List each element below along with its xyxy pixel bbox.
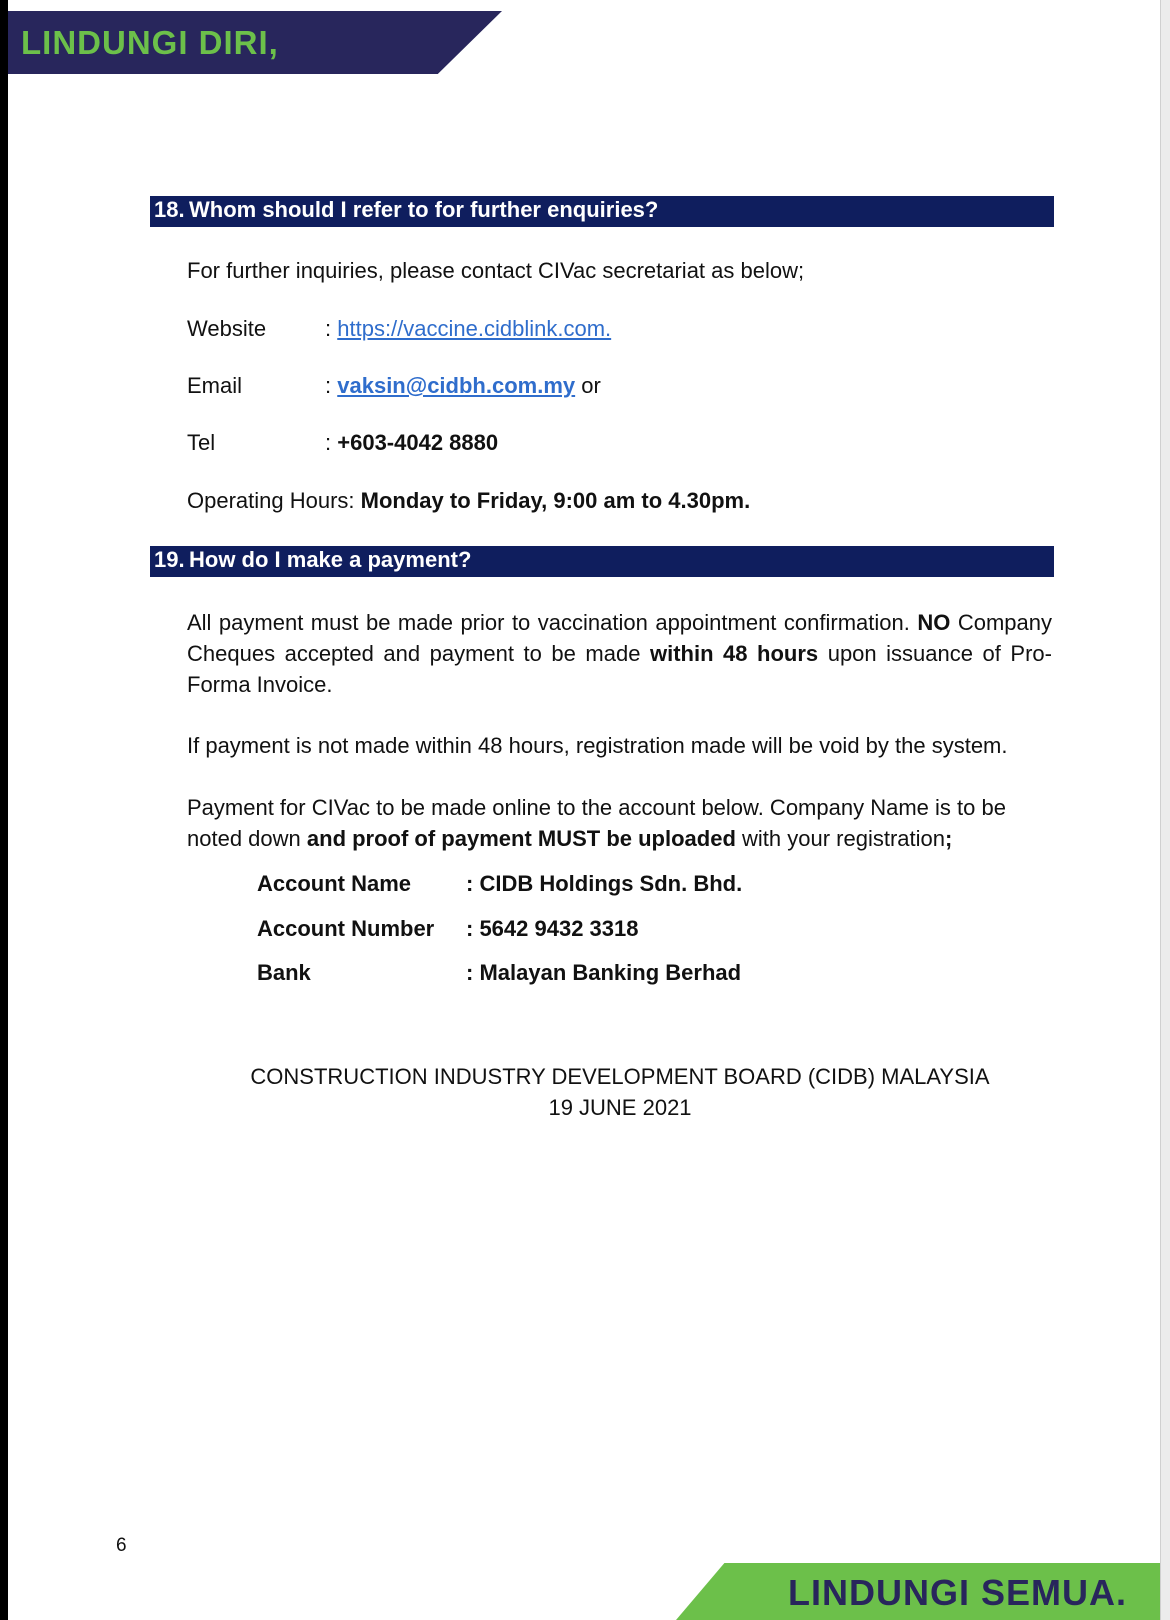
website-colon: : — [325, 316, 332, 341]
bank-value: : Malayan Banking Berhad — [466, 960, 742, 985]
operating-hours — [187, 485, 1052, 516]
email-link[interactable]: vaksin@cidbh.com.my — [337, 373, 576, 398]
right-edge — [1160, 0, 1170, 1620]
email-suffix: or — [581, 373, 601, 398]
tel-colon: : — [325, 430, 332, 455]
email-label: Email — [187, 373, 243, 398]
left-edge — [0, 0, 8, 1620]
footer-date: 19 JUNE 2021 — [548, 1095, 692, 1120]
section-18-header — [150, 196, 1054, 227]
hours-value: Monday to Friday, 9:00 am to 4.30pm. — [360, 488, 751, 513]
footer-organization: CONSTRUCTION INDUSTRY DEVELOPMENT BOARD (CIDB) MALAYSIA — [250, 1064, 990, 1089]
p1-text-a: All payment must be made prior to vaccination appointment confirmation. — [187, 610, 910, 635]
email-row — [325, 370, 601, 401]
section-18-title: Whom should I refer to for further enquiries? — [189, 197, 659, 222]
section-19-header — [150, 546, 1054, 577]
p1-text-e: upon issuance of Pro-Forma Invoice. — [187, 641, 1052, 697]
payment-paragraph-1 — [187, 607, 1052, 700]
account-number-value: : 5642 9432 3318 — [466, 916, 639, 941]
tel-row — [325, 427, 498, 458]
account-name-value: : CIDB Holdings Sdn. Bhd. — [466, 871, 743, 896]
p1-bold-no: NO — [917, 610, 951, 635]
p3-bold: and proof of payment MUST be uploaded — [306, 826, 736, 851]
p1-text-c: Company Cheques accepted and payment to be made — [187, 610, 1052, 666]
section-18-intro: For further inquiries, please contact CIVac secretariat as below; — [187, 258, 805, 283]
p1-bold-48h: within 48 hours — [649, 641, 819, 666]
payment-paragraph-3 — [187, 792, 1052, 854]
section-19-number: 19. — [154, 547, 185, 572]
email-colon: : — [325, 373, 332, 398]
hours-label: Operating Hours: — [187, 488, 355, 513]
p3-text-a: Payment for CIVac to be made online to the account below. Company Name is to be noted down — [187, 795, 1006, 851]
p3-semicolon: ; — [945, 826, 953, 851]
tel-label: Tel — [187, 430, 216, 455]
section-19-title: How do I make a payment? — [189, 547, 472, 572]
section-18-number: 18. — [154, 197, 185, 222]
website-label: Website — [187, 316, 267, 341]
p3-text-c: with your registration — [742, 826, 945, 851]
bottom-banner-title: LINDUNGI SEMUA. — [788, 1572, 1127, 1613]
bank-label: Bank — [257, 960, 311, 985]
website-link[interactable]: https://vaccine.cidblink.com. — [337, 316, 612, 341]
tel-value: +603-4042 8880 — [337, 430, 499, 455]
top-banner-title: LINDUNGI DIRI, — [21, 24, 279, 61]
page-number: 6 — [116, 1535, 127, 1556]
website-row — [325, 313, 611, 344]
payment-paragraph-2: If payment is not made within 48 hours, registration made will be void by the system. — [187, 733, 1008, 758]
account-number-label: Account Number — [257, 916, 435, 941]
account-name-label: Account Name — [257, 871, 412, 896]
